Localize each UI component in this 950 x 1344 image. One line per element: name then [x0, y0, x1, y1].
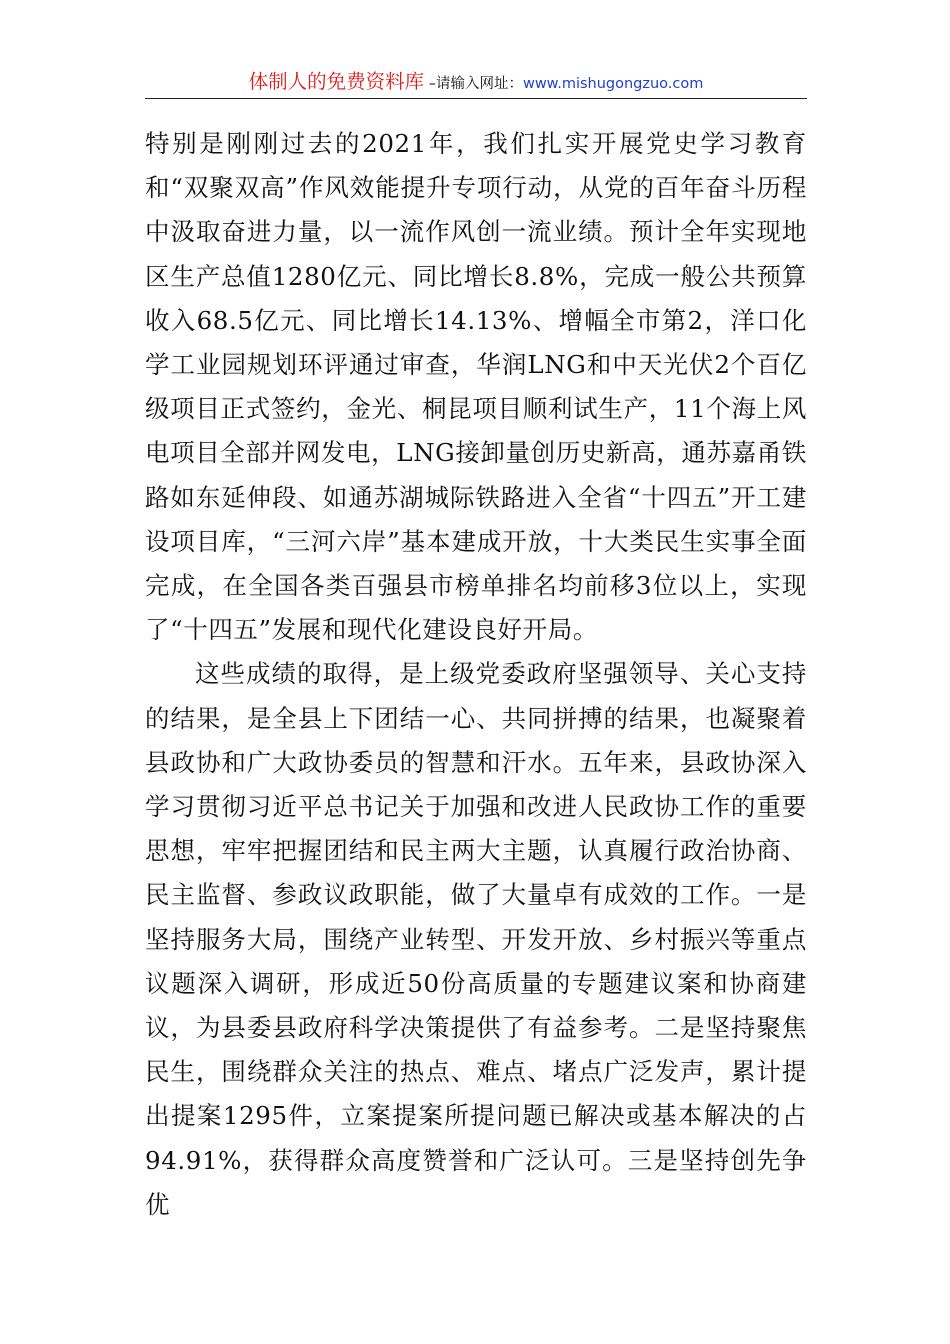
paragraph-1: 特别是刚刚过去的2021年，我们扎实开展党史学习教育和“双聚双高”作风效能提升专项行动，从党的百年奋斗历程中汲取奋进力量，以一流作风创一流业绩。预计全年实现地区生产总值1280亿元、同比增长8.8%，完成一般公共预算收入68.5亿元、同比增长14.13%、增幅全市第2，洋口化学工业园规划环评通过审查，华润LNG和中天光伏2个百亿级项目正式签约，金光、桐昆项目顺利试生产，11个海上风电项目全部并网发电，LNG接卸量创历史新高，通苏嘉甬铁路如东延伸段、如通苏湖城际铁路进入全省“十四五”开工建设项目库，“三河六岸”基本建成开放，十大类民生实事全面完成，在全国各类百强县市榜单排名均前移3位以上，实现了“十四五”发展和现代化建设良好开局。: [145, 129, 807, 645]
page-header: [145, 66, 807, 99]
document-body: [145, 122, 807, 1227]
header-separator: –请输入网址：: [424, 76, 523, 92]
paragraph-2: 这些成绩的取得，是上级党委政府坚强领导、关心支持的结果，是全县上下团结一心、共同拼搏的结果，也凝聚着县政协和广大政协委员的智慧和汗水。五年来，县政协深入学习贯彻习近平总书记关于加强和改进人民政协工作的重要思想，牢牢把握团结和民主两大主题，认真履行政治协商、民主监督、参政议政职能，做了大量卓有成效的工作。一是坚持服务大局，围绕产业转型、开发开放、乡村振兴等重点议题深入调研，形成近50份高质量的专题建议案和协商建议，为县委县政府科学决策提供了有益参考。二是坚持聚焦民生，围绕群众关注的热点、难点、堵点广泛发声，累计提出提案1295件，立案提案所提问题已解决或基本解决的占94.91%，获得群众高度赞誉和广泛认可。三是坚持创先争优: [145, 659, 807, 1219]
header-url-link[interactable]: www.mishugongzuo.com: [522, 76, 704, 92]
header-brand: 体制人的免费资料库: [248, 70, 425, 93]
